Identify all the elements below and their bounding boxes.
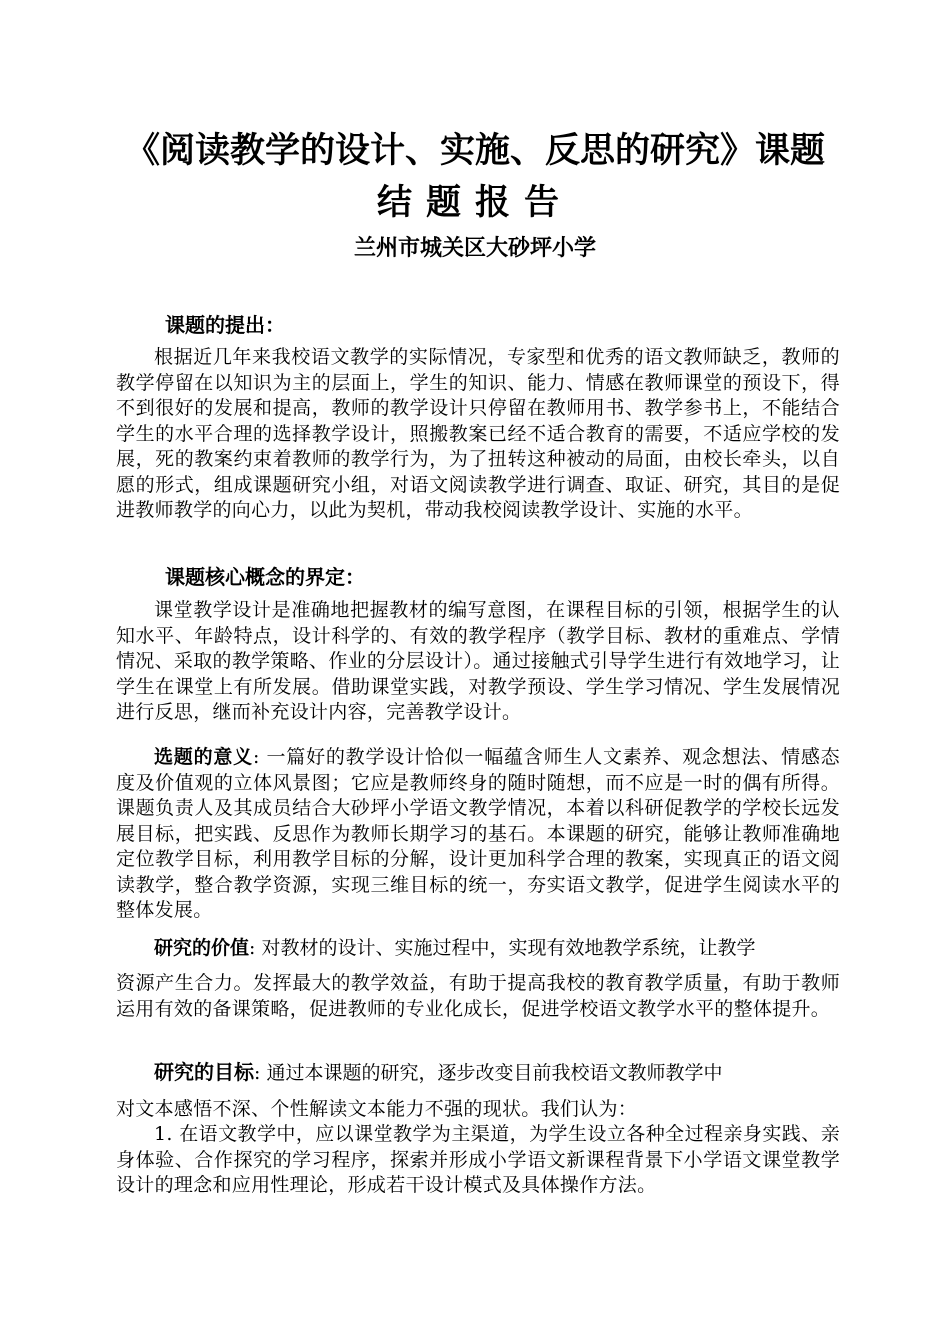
section-text-concept: 课堂教学设计是准确地把握教材的编写意图，在课程目标的引领，根据学生的认知水平、年龄特点，设计科学的、有效的教学程序（教学目标、教材的重难点、学情情况、采取的教学策略、作业的分层设计）。通过接触式引导学生进行有效地学习，让学生在课堂上有所发展。借助课堂实践，对教学预设、学生学习情况、学生发展情况进行反思，继而补充设计内容，完善教学设计。: [116, 599, 840, 723]
section-heading-concept: 课题核心概念的界定：: [165, 565, 365, 589]
section-text-origin: 根据近几年来我校语文教学的实际情况，专家型和优秀的语文教师缺乏，教师的教学停留在以知识为主的层面上，学生的知识、能力、情感在教师课堂的预设下，得不到很好的发展和提高，教师的教学设计只停留在教师用书、教学参书上，不能结合学生的水平合理的选择教学设计，照搬教案已经不适合教育的需要，不适应学校的发展，死的教案约束着教师的教学行为，为了扭转这种被动的局面，由校长牵头，以自愿的形式，组成课题研究小组，对语文阅读教学进行调查、取证、研究，其目的是促进教师教学的向心力，以此为契机，带动我校阅读教学设计、实施的水平。: [116, 346, 840, 521]
section-goal-first-line: [116, 1060, 840, 1087]
section-meaning: [116, 745, 840, 924]
section-heading-origin: 课题的提出：: [165, 313, 285, 337]
section-goal-text: 对文本感悟不深、个性解读文本能力不强的现状。我们认为：: [116, 1098, 638, 1120]
goal-list-item-1: 1. 在语文教学中，应以课堂教学为主渠道，为学生设立各种全过程亲身实践、亲身体验、合作探究的学习程序，探索并形成小学语文新课程背景下小学语文课堂教学设计的理念和应用性理论，形成若干设计模式及具体操作方法。: [116, 1123, 840, 1196]
meaning-lead: 选题的意义: [154, 746, 253, 768]
value-lead: 研究的价值: [154, 937, 250, 959]
section-value-first-line: [116, 936, 840, 962]
goal-first-line-text: : 通过本课题的研究，逐步改变目前我校语文教师教学中: [254, 1062, 723, 1084]
school-name: 兰州市城关区大砂坪小学: [353, 236, 596, 261]
report-subtitle: 结题报告: [376, 183, 573, 223]
goal-lead: 研究的目标: [154, 1060, 254, 1084]
section-value-text: 资源产生合力。发挥最大的教学效益，有助于提高我校的教育教学质量，有助于教师运用有效的备课策略，促进教师的专业化成长，促进学校语文教学水平的整体提升。: [116, 972, 840, 1020]
meaning-text: : 一篇好的教学设计恰似一幅蕴含师生人文素养、观念想法、情感态度及价值观的立体风景图；它应是教师终身的随时随想，而不应是一时的偶有所得。课题负责人及其成员结合大砂坪小学语文教学情况，本着以科研促教学的学校长远发展目标，把实践、反思作为教师长期学习的基石。本课题的研究，能够让教师准确地定位教学目标，利用教学目标的分解，设计更加科学合理的教案，实现真正的语文阅读教学，整合教学资源，实现三维目标的统一，夯实语文教学，促进学生阅读水平的整体发展。: [116, 746, 840, 921]
report-title: 《阅读教学的设计、实施、反思的研究》课题: [124, 131, 825, 171]
value-first-line-text: : 对教材的设计、实施过程中，实现有效地教学系统，让教学: [249, 937, 756, 959]
